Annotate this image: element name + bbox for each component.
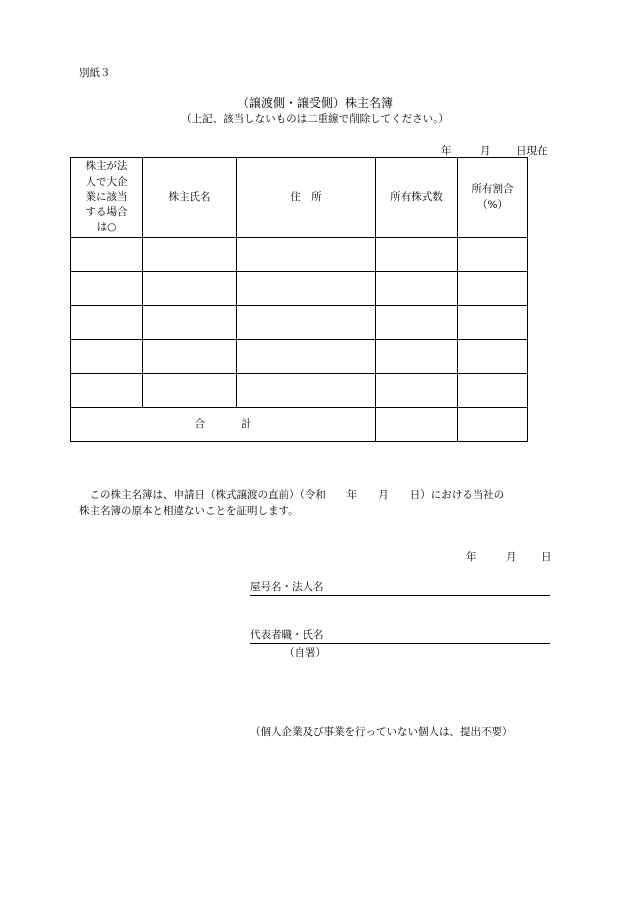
cert-date-day: 日 xyxy=(541,551,552,563)
as-of-month: 月 xyxy=(480,145,491,157)
cert-date-year: 年 xyxy=(466,551,477,563)
header-ownership-ratio: 所有割合 （%） xyxy=(458,158,528,238)
as-of-day: 日現在 xyxy=(516,145,548,157)
handwritten-signature-note: （自署） xyxy=(284,647,326,659)
table-cell[interactable] xyxy=(458,272,528,306)
table-cell[interactable] xyxy=(376,374,458,408)
table-cell[interactable] xyxy=(143,238,237,272)
header-large-corp: 株主が法 人で大企 業に該当 する場合 は○ xyxy=(71,158,143,238)
table-cell[interactable] xyxy=(71,272,143,306)
table-cell[interactable] xyxy=(237,272,376,306)
table-cell[interactable] xyxy=(458,306,528,340)
table-cell[interactable] xyxy=(143,272,237,306)
as-of-year: 年 xyxy=(441,145,452,157)
page-title: （譲渡側・譲受側）株主名簿 xyxy=(236,96,393,110)
total-row xyxy=(71,408,528,442)
total-label: 合 計 xyxy=(71,408,376,442)
header-shareholder-name: 株主氏名 xyxy=(143,158,237,238)
table-cell[interactable] xyxy=(458,374,528,408)
company-name-label: 屋号名・法人名 xyxy=(250,581,324,593)
table-cell[interactable] xyxy=(376,238,458,272)
shareholder-register-table xyxy=(70,157,528,442)
total-ratio-cell[interactable] xyxy=(458,408,528,442)
table-cell[interactable] xyxy=(237,374,376,408)
certification-line-1: この株主名簿は、申請日（株式譲渡の直前）（令和 年 月 日）における当社の xyxy=(79,489,505,501)
header-shares-held: 所有株式数 xyxy=(376,158,458,238)
table-cell[interactable] xyxy=(71,306,143,340)
company-name-field[interactable] xyxy=(250,580,550,596)
table-cell[interactable] xyxy=(376,272,458,306)
table-cell[interactable] xyxy=(237,306,376,340)
certification-statement xyxy=(79,487,559,520)
cert-date-month: 月 xyxy=(506,551,517,563)
table-cell[interactable] xyxy=(376,340,458,374)
table-cell[interactable] xyxy=(143,340,237,374)
table-cell[interactable] xyxy=(143,306,237,340)
certification-line-2: 株主名簿の原本と相違ないことを証明します。 xyxy=(79,505,299,518)
table-cell[interactable] xyxy=(71,340,143,374)
table-cell[interactable] xyxy=(458,340,528,374)
table-cell[interactable] xyxy=(71,374,143,408)
table-row xyxy=(71,340,528,374)
table-cell[interactable] xyxy=(71,238,143,272)
table-cell[interactable] xyxy=(376,306,458,340)
table-row xyxy=(71,272,528,306)
page-subtitle: （上記、該当しないものは二重線で削除してください。） xyxy=(181,113,449,125)
representative-name-label: 代表者職・氏名 xyxy=(250,629,324,641)
table-row xyxy=(71,238,528,272)
table-cell[interactable] xyxy=(458,238,528,272)
exemption-note: （個人企業及び事業を行っていない個人は、提出不要） xyxy=(250,726,513,738)
total-shares-cell[interactable] xyxy=(376,408,458,442)
representative-name-field[interactable] xyxy=(250,628,550,644)
table-header-row xyxy=(71,158,528,238)
table-row xyxy=(71,374,528,408)
attachment-label: 別紙３ xyxy=(79,67,111,79)
header-address: 住 所 xyxy=(237,158,376,238)
table-cell[interactable] xyxy=(143,374,237,408)
table-row xyxy=(71,306,528,340)
table-cell[interactable] xyxy=(237,340,376,374)
table-cell[interactable] xyxy=(237,238,376,272)
